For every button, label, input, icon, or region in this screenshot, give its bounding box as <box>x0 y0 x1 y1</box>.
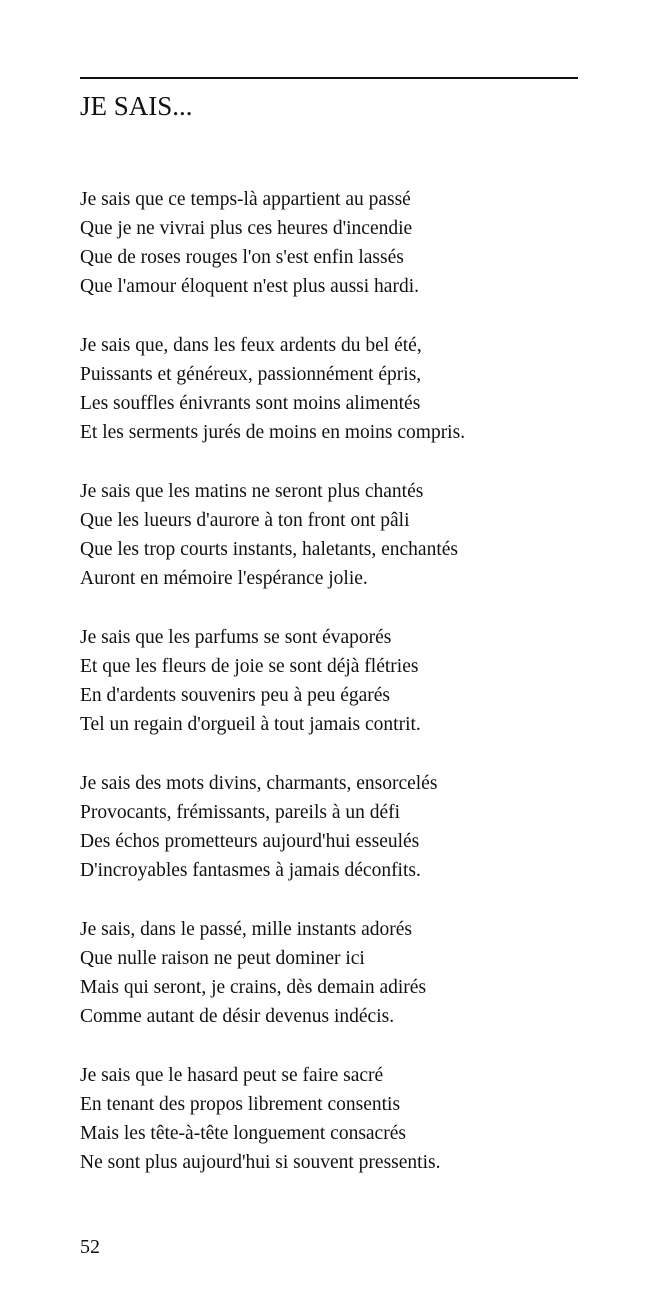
verse-line: Les souffles énivrants sont moins alimentés <box>80 393 421 414</box>
verse-line: Que je ne vivrai plus ces heures d'incendie <box>80 218 413 239</box>
verse-line: Je sais que les parfums se sont évaporés <box>80 627 392 648</box>
verse-line: Des échos prometteurs aujourd'hui esseulés <box>80 831 420 852</box>
verse-line: Mais les tête-à-tête longuement consacrés <box>80 1123 406 1144</box>
verse-line: Je sais que, dans les feux ardents du bel été, <box>80 335 422 356</box>
verse-line: Je sais que le hasard peut se faire sacré <box>80 1065 384 1086</box>
verse-line: Je sais des mots divins, charmants, ensorcelés <box>80 773 438 794</box>
poem-body <box>80 185 620 1207</box>
verse-line: Provocants, frémissants, pareils à un défi <box>80 802 401 823</box>
title-rule <box>80 77 578 79</box>
verse-line: Que l'amour éloquent n'est plus aussi hardi. <box>80 276 420 297</box>
stanza-6 <box>80 915 620 1031</box>
stanza-2 <box>80 331 620 447</box>
verse-line: Comme autant de désir devenus indécis. <box>80 1006 395 1027</box>
verse-line: D'incroyables fantasmes à jamais déconfits. <box>80 860 421 881</box>
verse-line: En d'ardents souvenirs peu à peu égarés <box>80 685 390 706</box>
verse-line: Que nulle raison ne peut dominer ici <box>80 948 365 969</box>
stanza-7 <box>80 1061 620 1177</box>
verse-line: Je sais que les matins ne seront plus chantés <box>80 481 424 502</box>
stanza-4 <box>80 623 620 739</box>
verse-line: Que les lueurs d'aurore à ton front ont pâli <box>80 510 410 531</box>
verse-line: En tenant des propos librement consentis <box>80 1094 401 1115</box>
verse-line: Puissants et généreux, passionnément épris, <box>80 364 422 385</box>
verse-line: Je sais que ce temps-là appartient au passé <box>80 189 411 210</box>
verse-line: Ne sont plus aujourd'hui si souvent pressentis. <box>80 1152 441 1173</box>
page-number: 52 <box>80 1236 100 1258</box>
verse-line: Je sais, dans le passé, mille instants adorés <box>80 919 412 940</box>
stanza-1 <box>80 185 620 301</box>
poem-title: JE SAIS... <box>80 91 193 121</box>
verse-line: Mais qui seront, je crains, dès demain adirés <box>80 977 427 998</box>
verse-line: Que de roses rouges l'on s'est enfin lassés <box>80 247 404 268</box>
stanza-5 <box>80 769 620 885</box>
stanza-3 <box>80 477 620 593</box>
verse-line: Tel un regain d'orgueil à tout jamais contrit. <box>80 714 421 735</box>
verse-line: Que les trop courts instants, haletants, enchantés <box>80 539 458 560</box>
verse-line: Et les serments jurés de moins en moins compris. <box>80 422 466 443</box>
verse-line: Et que les fleurs de joie se sont déjà flétries <box>80 656 419 677</box>
verse-line: Auront en mémoire l'espérance jolie. <box>80 568 368 589</box>
